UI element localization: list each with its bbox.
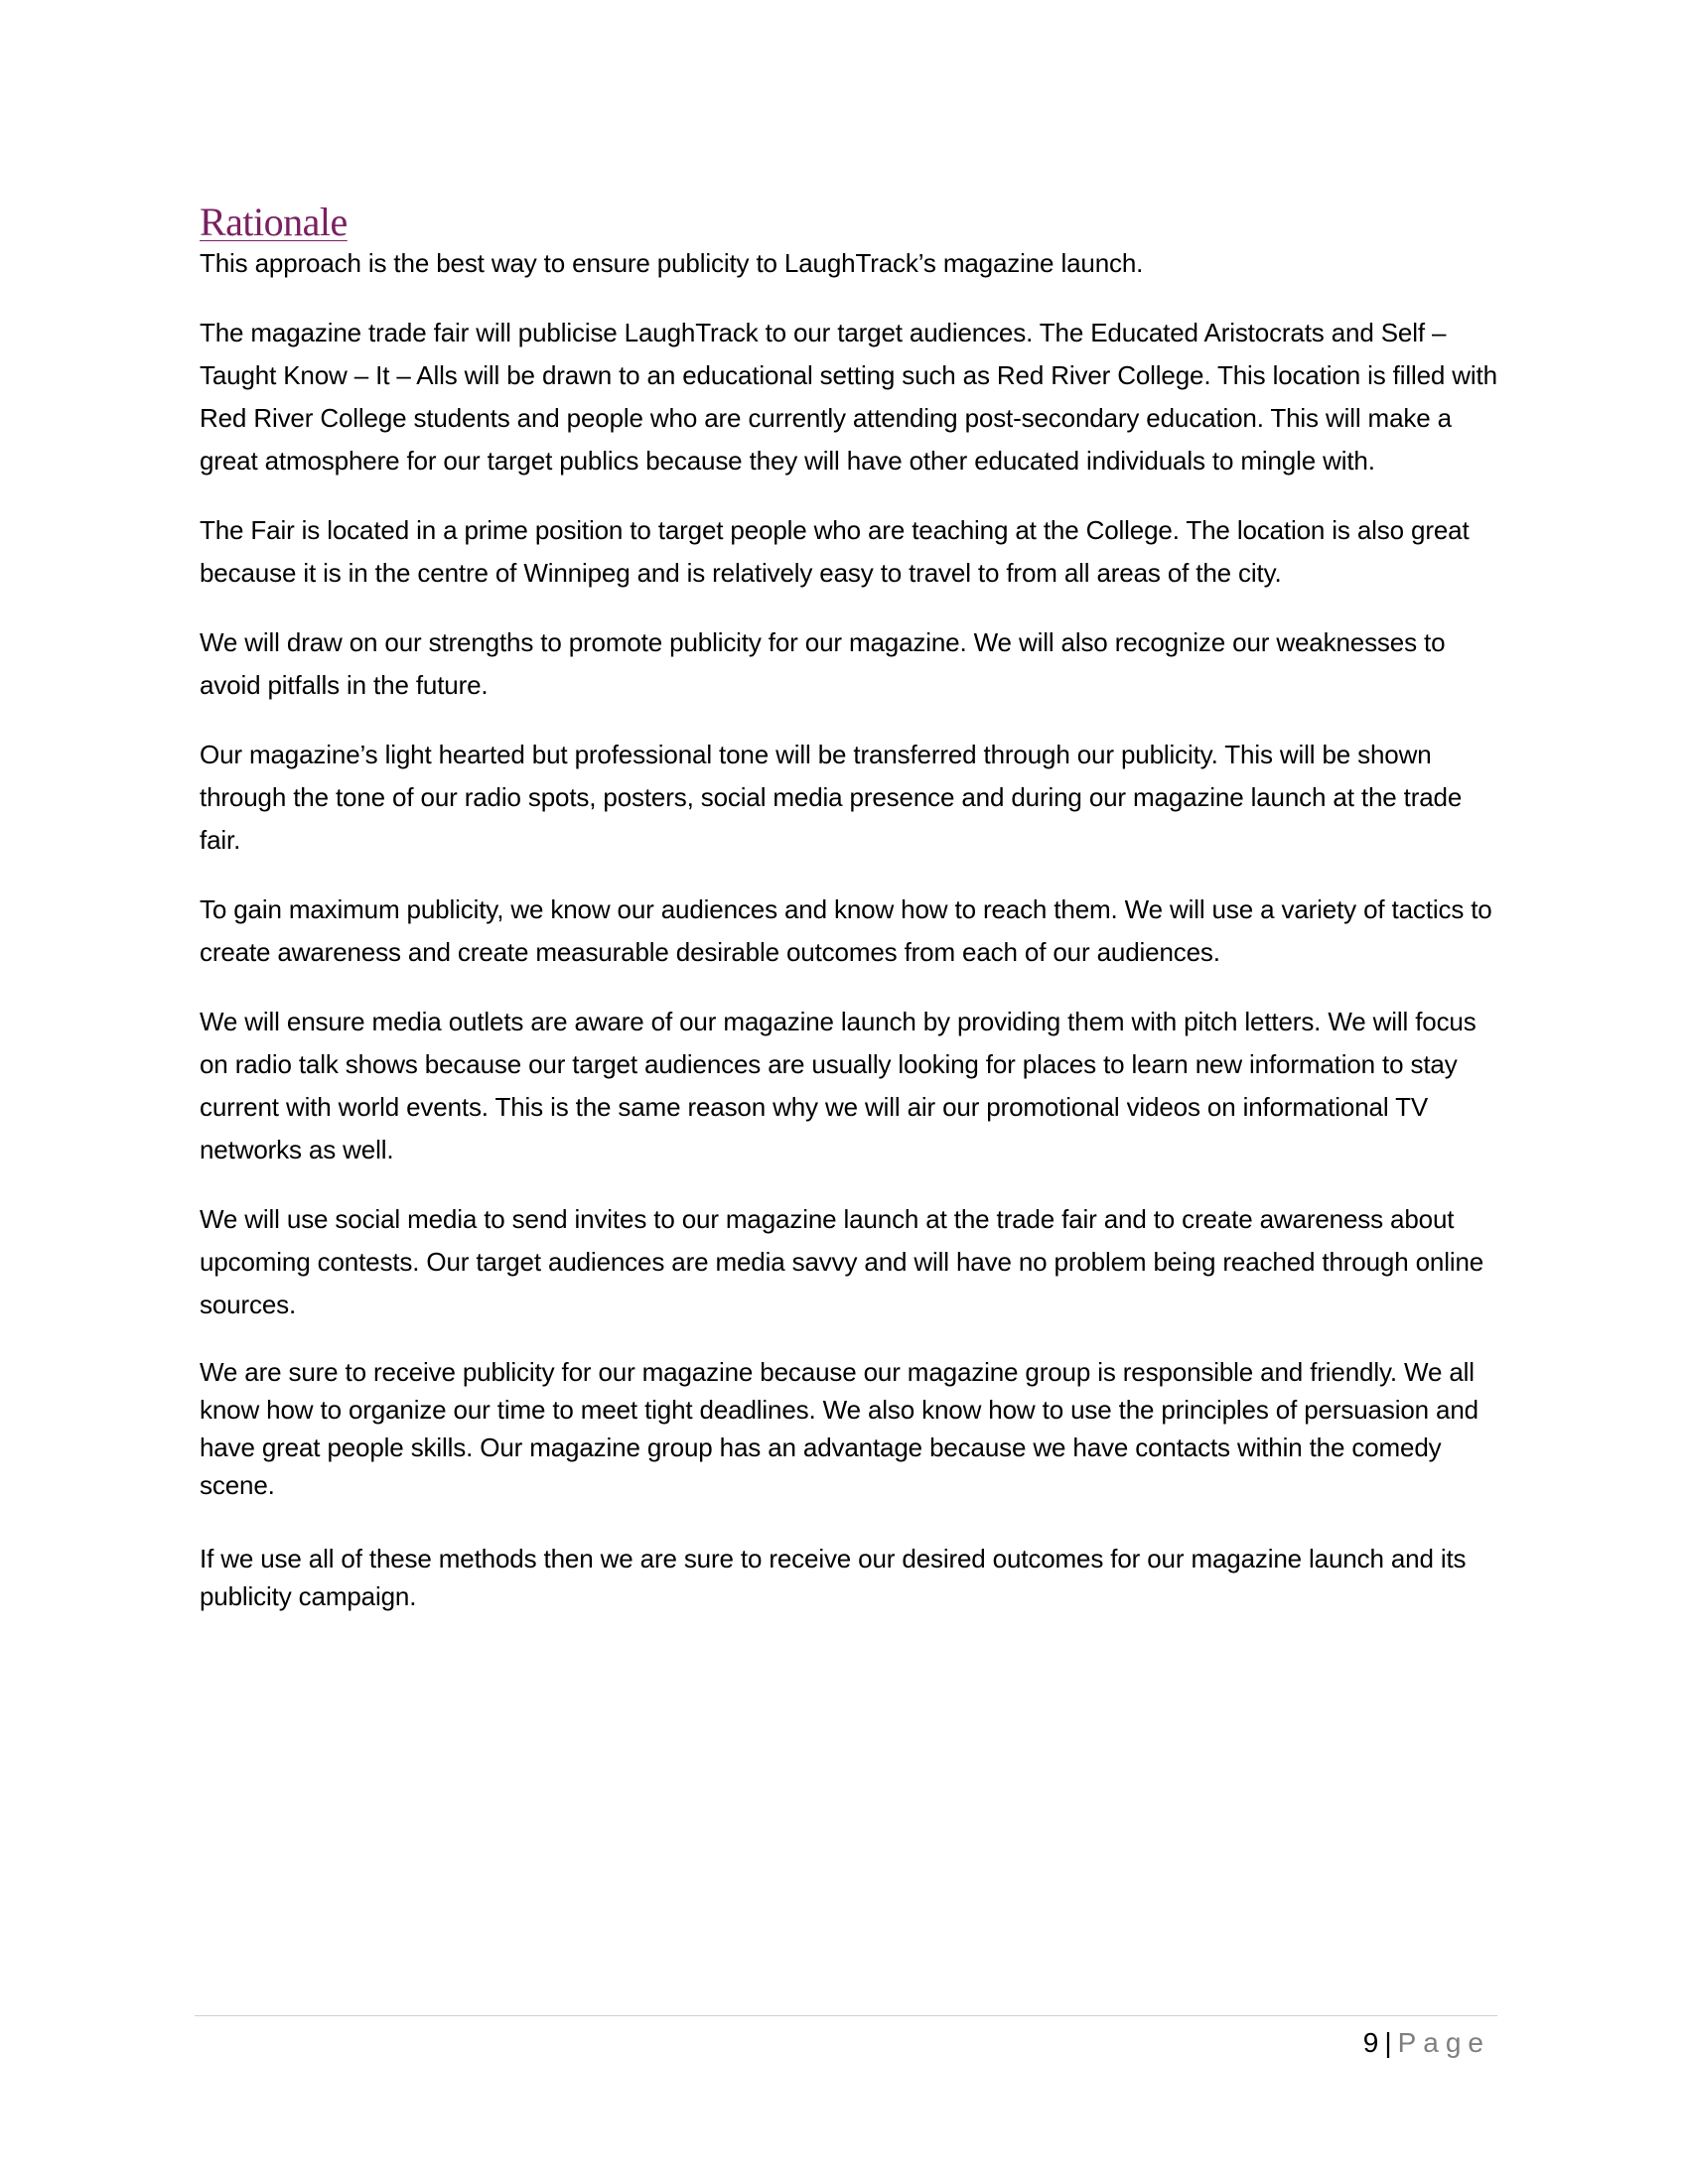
paragraph-strengths: We will draw on our strengths to promote publicity for our magazine. We will also recognize our weaknesses to avoid pitfalls in the future.: [200, 627, 1446, 700]
footer-divider: [195, 2015, 1497, 2016]
page-body: [200, 199, 1500, 1651]
paragraph-intro: This approach is the best way to ensure publicity to LaughTrack’s magazine launch.: [200, 248, 1144, 278]
paragraph-trade-fair: The magazine trade fair will publicise LaughTrack to our target audiences. The Educated Aristocrats and Self – Taught Know – It – Alls will be drawn to an educational setting such as Red River College. This location is filled with Red River College students and people who are currently attending post-secondary education. This will make a great atmosphere for our target publics because they will have other educated individuals to mingle with.: [200, 318, 1497, 476]
footer-separator: |: [1384, 2027, 1392, 2058]
paragraph-conclusion: If we use all of these methods then we are sure to receive our desired outcomes for our magazine launch and its publicity campaign.: [200, 1544, 1467, 1611]
paragraph-social-media: We will use social media to send invites to our magazine launch at the trade fair and to create awareness about upcoming contests. Our target audiences are media savvy and will have no problem being reached through online sources.: [200, 1204, 1484, 1319]
page-label: Page: [1397, 2027, 1490, 2058]
paragraph-location: The Fair is located in a prime position to target people who are teaching at the College. The location is also great because it is in the centre of Winnipeg and is relatively easy to travel to from all areas of the city.: [200, 515, 1470, 588]
paragraph-audiences: To gain maximum publicity, we know our audiences and know how to reach them. We will use a variety of tactics to create awareness and create measurable desirable outcomes from each of our audiences.: [200, 894, 1492, 967]
page-number: 9: [1362, 2027, 1379, 2058]
page-footer: [1363, 2025, 1490, 2061]
section-heading: Rationale: [200, 200, 348, 244]
paragraph-group-strengths: We are sure to receive publicity for our magazine because our magazine group is responsible and friendly. We all know how to organize our time to meet tight deadlines. We also know how to use the principles of persuasion and have great people skills. Our magazine group has an advantage because we have contacts within the comedy scene.: [200, 1357, 1478, 1500]
paragraph-tone: Our magazine’s light hearted but professional tone will be transferred through our publicity. This will be shown through the tone of our radio spots, posters, social media presence and during our magazine launch at the trade fair.: [200, 740, 1463, 855]
paragraph-media-outlets: We will ensure media outlets are aware of our magazine launch by providing them with pitch letters. We will focus on radio talk shows because our target audiences are usually looking for places to learn new information to stay current with world events. This is the same reason why we will air our promotional videos on informational TV networks as well.: [200, 1007, 1477, 1164]
